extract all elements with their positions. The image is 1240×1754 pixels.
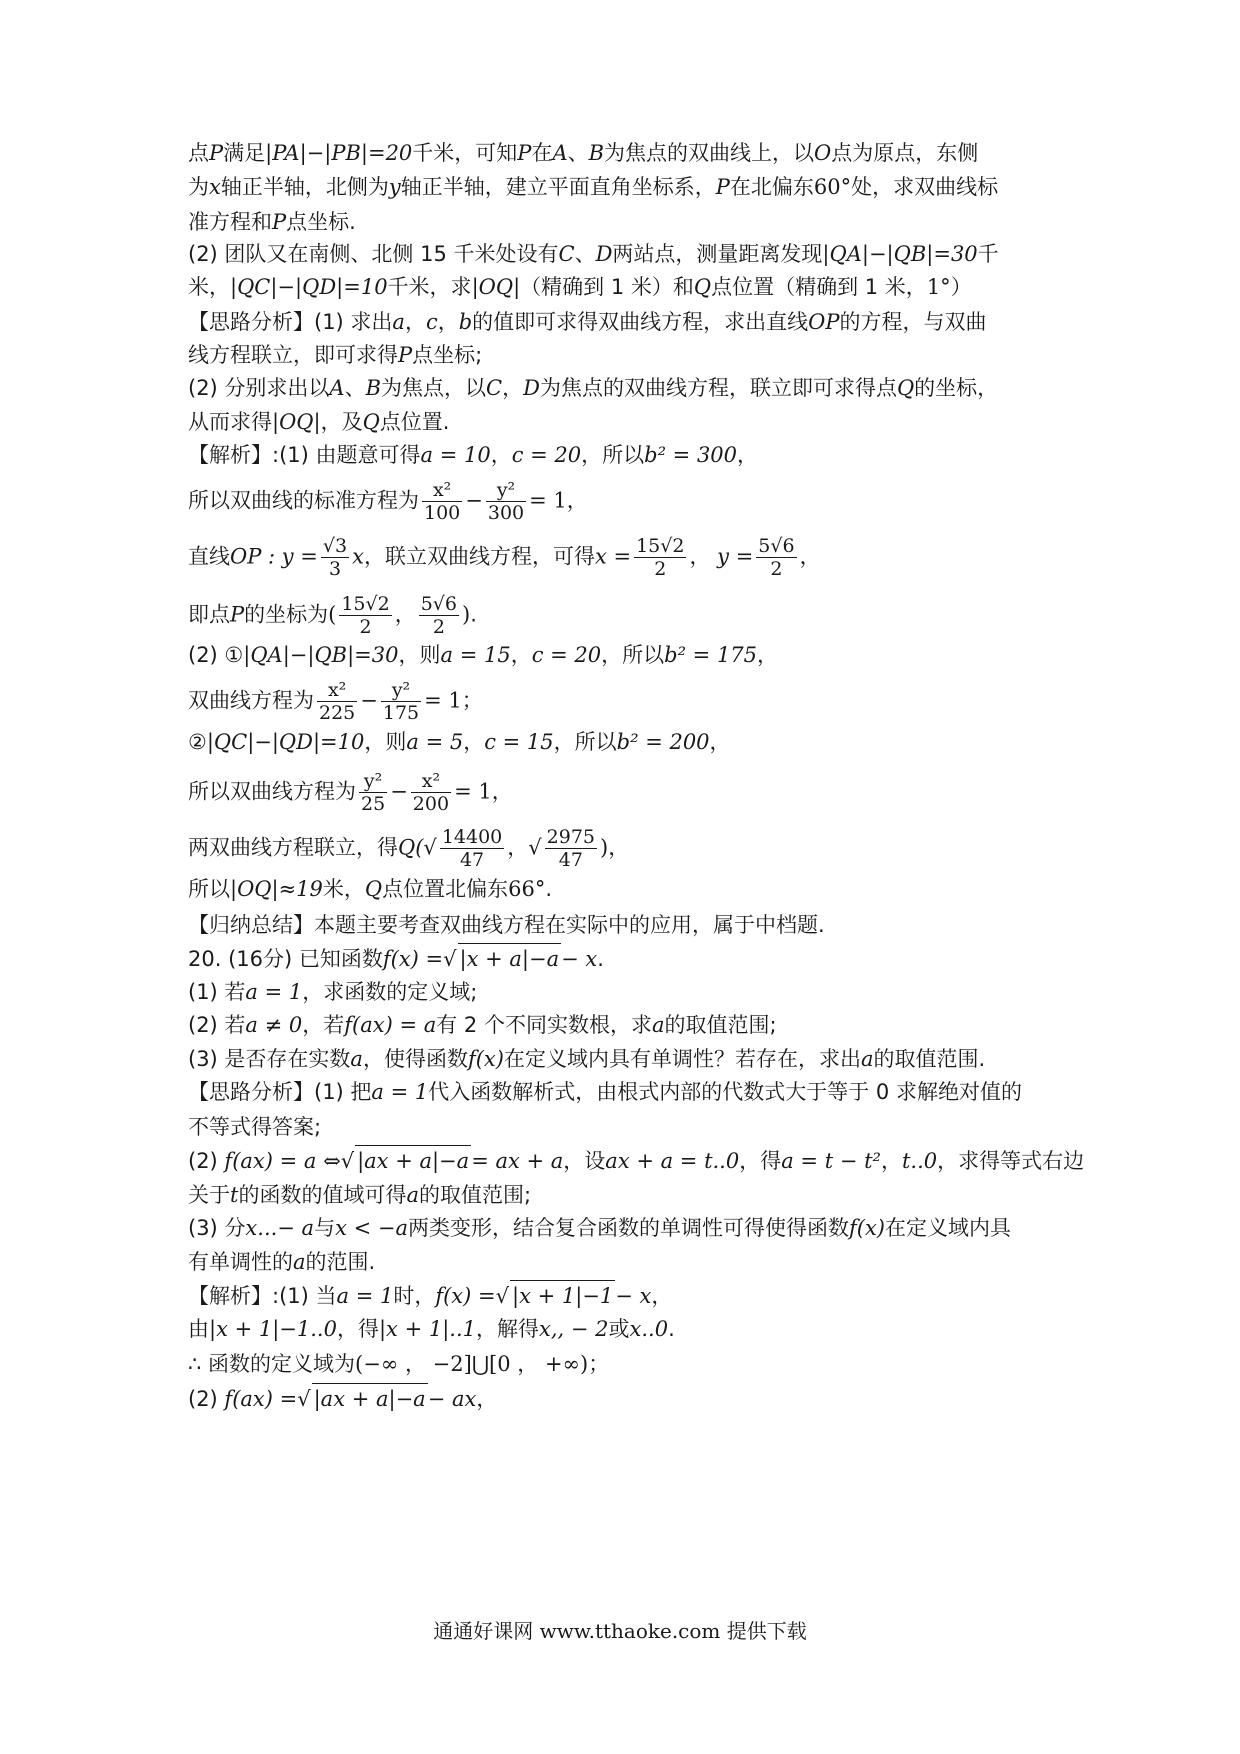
math-text: f(x) [467, 1047, 504, 1071]
math-text: O [814, 141, 832, 165]
math-text: = 1 [424, 688, 462, 713]
text-span: 千 [977, 242, 999, 266]
text-span: ，则 [398, 643, 441, 667]
math-text: a [293, 1250, 306, 1274]
text-line [188, 138, 1068, 168]
math-text: ) [600, 835, 609, 860]
math-text: |QC|−|QD|=10 [206, 730, 365, 754]
fraction [419, 593, 459, 638]
fraction-numerator: x² [422, 479, 462, 502]
text-span: ， [651, 1284, 673, 1308]
fraction [339, 593, 391, 638]
math-text: x...− a [245, 1216, 315, 1240]
math-text: t..0 [901, 1149, 938, 1173]
fraction [359, 770, 387, 815]
fraction-denominator: 2 [770, 558, 783, 580]
math-text: x,, − 2 [538, 1317, 609, 1341]
math-text: − ax [427, 1387, 477, 1411]
text-line [188, 1145, 1085, 1176]
math-text: f(x) = [382, 947, 444, 971]
text-span: 在定义域内具有单调性？若存在，求出 [503, 1047, 861, 1071]
text-span: 两双曲线方程联立，得 [188, 835, 398, 860]
fraction-numerator: 14400 [441, 826, 503, 848]
fraction [756, 535, 796, 580]
fraction-denominator: 47 [558, 849, 583, 871]
fraction [545, 826, 597, 871]
math-text: |QA|−|QB|=30 [243, 643, 399, 667]
math-text: t [230, 1183, 239, 1207]
text-span: ， [737, 443, 759, 467]
text-line [188, 1010, 1068, 1040]
math-text: |OQ| [272, 410, 321, 434]
text-line [188, 943, 1068, 974]
text-span: (2) [188, 1387, 225, 1411]
text-span: ，求函数的定义域; [302, 980, 478, 1004]
fraction-denominator: 2 [359, 616, 372, 638]
math-text: − x [615, 1284, 652, 1308]
text-line [188, 1213, 1068, 1243]
math-text: b² = 200 [616, 730, 710, 754]
math-text: Q( [398, 835, 424, 860]
text-span: ，若 [302, 1013, 345, 1037]
text-span: 所以 [188, 877, 230, 901]
page-footer: 通通好课网 www.tthaoke.com 提供下载 [433, 1619, 807, 1643]
fraction-numerator: 15√2 [341, 593, 390, 615]
text-span: ， [491, 779, 513, 804]
math-text: a = 5 [406, 730, 464, 754]
text-span: (2) ① [188, 643, 244, 667]
fraction-numerator: y² [359, 770, 387, 793]
text-span: ） [950, 275, 972, 299]
math-text: D [523, 376, 540, 400]
fraction [440, 826, 504, 871]
text-span: ，使得函数 [362, 1047, 468, 1071]
math-text: y [388, 175, 401, 199]
text-line [188, 535, 1068, 580]
text-span: ， [709, 730, 731, 754]
math-text: = 1 [454, 779, 492, 804]
text-span: ， [566, 488, 588, 513]
text-line [188, 479, 1068, 524]
text-span: ， [463, 730, 485, 754]
math-text: = 1 [529, 488, 567, 513]
text-span: ， [689, 544, 718, 569]
text-span: 在 [531, 141, 553, 165]
fraction-numerator: 15√2 [636, 535, 685, 557]
fraction-numerator: √3 [322, 535, 348, 557]
text-line [188, 440, 1068, 470]
text-span: 点位置. [379, 410, 450, 434]
text-span: 不等式得答案; [188, 1115, 322, 1139]
text-span: 、 [567, 141, 589, 165]
text-line [188, 1247, 1068, 1277]
text-span: 满足 [223, 141, 266, 165]
fraction [381, 679, 421, 724]
math-text: |x + 1|..1 [378, 1317, 476, 1341]
radicand: |ax + a|−a [355, 1145, 471, 1176]
text-span: 代入函数解析式，由根式内部的代数式大于等于 0 求解绝对值的 [428, 1080, 1022, 1104]
text-span: 的方程，与双曲 [839, 310, 987, 334]
fraction-denominator: 200 [412, 793, 450, 815]
math-text: ) [462, 602, 471, 627]
text-span: 所以双曲线的标准方程为 [188, 488, 419, 513]
text-span: ， [404, 310, 426, 334]
fraction-denominator: 2 [654, 558, 667, 580]
text-span: ， [437, 310, 459, 334]
text-line [188, 977, 1068, 1007]
text-span: 在北偏东 [729, 175, 814, 199]
math-text: P [272, 210, 287, 234]
math-text: b² = 175 [664, 643, 758, 667]
text-span: 点坐标. [286, 210, 356, 234]
text-span: 有单调性的 [188, 1250, 293, 1274]
math-text: = ax + a [471, 1149, 564, 1173]
fraction-denominator: 300 [487, 502, 525, 524]
text-span: 直线 [188, 544, 230, 569]
text-line [188, 826, 1068, 871]
math-text: Q [364, 877, 383, 901]
text-span: 米， [188, 275, 230, 299]
math-text: a = t − t² [781, 1149, 881, 1173]
text-span: ，所以 [601, 643, 665, 667]
text-span: 从而求得 [188, 410, 272, 434]
text-span: ； [588, 1352, 610, 1376]
text-span: . [597, 947, 604, 971]
math-text: P [715, 175, 730, 199]
text-span: 千米，可知 [412, 141, 518, 165]
text-span: 20. (16分) 已知函数 [188, 947, 383, 971]
math-text: a [651, 1013, 665, 1037]
fraction-numerator: x² [317, 679, 357, 702]
text-span: 为焦点的双曲线上，以 [604, 141, 815, 165]
text-span: (2) 团队又在南侧、北侧 15 千米处设有 [188, 242, 559, 266]
text-span: 轴正半轴，建立平面直角坐标系， [400, 175, 716, 199]
math-text: A [329, 376, 345, 400]
text-span: 点 [188, 141, 209, 165]
text-span: 的坐标， [914, 376, 999, 400]
text-span: 在定义域内具 [885, 1216, 1012, 1240]
fraction-denominator: 2 [432, 616, 445, 638]
fraction-numerator: y² [381, 679, 421, 702]
math-text: |QC|−|QD|=10 [230, 275, 388, 299]
text-line [188, 172, 1068, 202]
math-text: c = 15 [484, 730, 554, 754]
text-span: 处，求双曲线标 [851, 175, 999, 199]
text-line [188, 1314, 1068, 1344]
text-span: （精确到 1 米）和 [520, 275, 694, 299]
text-line [188, 1077, 1068, 1107]
text-span: ，得 [336, 1317, 379, 1341]
text-line [188, 640, 1068, 670]
text-span: 的取值范围. [873, 1047, 986, 1071]
text-span: 与 [314, 1216, 336, 1240]
text-line [188, 407, 1068, 437]
text-line [188, 770, 1068, 815]
text-span: 点位置（精确到 1 米， [711, 275, 927, 299]
text-span: 米， [322, 877, 365, 901]
math-text: f(ax) = [224, 1387, 298, 1411]
fraction-numerator: 5√6 [758, 535, 795, 557]
text-line [188, 593, 1068, 638]
math-text: |OQ|≈19 [230, 877, 323, 901]
math-text: |x + 1|−1..0 [209, 1317, 337, 1341]
math-text: P [230, 602, 245, 627]
text-span: 的函数的值域可得 [238, 1183, 407, 1207]
text-span: ， [880, 1149, 902, 1173]
math-text: Q [896, 376, 915, 400]
text-line [188, 1280, 1068, 1311]
text-span: 两站点，测量距离发现 [612, 242, 823, 266]
text-span: (3) 分 [188, 1216, 246, 1240]
math-text: c [425, 310, 438, 334]
math-text: D [595, 242, 613, 266]
math-text: f(x) = [435, 1284, 496, 1308]
math-text: B [365, 376, 382, 400]
text-line [188, 910, 1068, 940]
fraction-denominator: 225 [319, 702, 356, 724]
text-span: 千米，求 [387, 275, 472, 299]
fraction-denominator: 100 [424, 502, 461, 524]
math-text: ( [328, 602, 337, 627]
text-span: 点坐标; [412, 343, 483, 367]
text-span: . [668, 1317, 675, 1341]
text-span: ，所以 [581, 443, 645, 467]
text-span: 由 [188, 1317, 209, 1341]
math-text: a ≠ 0 [245, 1013, 303, 1037]
math-text: √ [340, 1149, 355, 1173]
text-span: 【解析】:(1) 由题意可得 [188, 443, 421, 467]
radicand: |ax + a|−a [312, 1383, 428, 1414]
text-span: ， [799, 544, 821, 569]
math-text: Q [362, 410, 380, 434]
text-span: 的取值范围; [418, 1183, 532, 1207]
math-text: a = 15 [440, 643, 511, 667]
text-span: . [545, 877, 553, 901]
fraction [486, 479, 526, 524]
math-text: a [392, 310, 405, 334]
text-span: ，所以 [553, 730, 617, 754]
text-span: 【思路分析】(1) 求出 [188, 310, 393, 334]
math-text: √ [297, 1387, 311, 1411]
math-text: a = 10 [420, 443, 491, 467]
math-text: 60° [813, 175, 852, 199]
fraction-numerator: x² [411, 770, 451, 793]
text-line [188, 239, 1068, 269]
text-span: 关于 [188, 1183, 230, 1207]
text-span: ② [188, 730, 207, 754]
fraction [411, 770, 451, 815]
text-span: ， [507, 835, 529, 860]
text-span: ，则 [364, 730, 407, 754]
text-span: ，解得 [475, 1317, 539, 1341]
math-text: a [406, 1183, 419, 1207]
radicand: |x + 1|−1 [510, 1280, 615, 1311]
text-line [188, 1044, 1068, 1074]
text-span: 的值即可求得双曲线方程，求出直线 [472, 310, 809, 334]
text-line [188, 874, 1068, 904]
text-line [188, 1349, 1068, 1379]
fraction-denominator: 175 [382, 702, 420, 724]
text-span: . [470, 602, 477, 627]
text-span: 为 [188, 175, 209, 199]
text-span: 点位置北偏东 [382, 877, 509, 901]
math-text: c = 20 [511, 443, 582, 467]
math-text: a = 1 [371, 1080, 429, 1104]
text-span: ，联立双曲线方程，可得 [363, 544, 595, 569]
fraction-denominator: 47 [459, 849, 485, 871]
text-line [188, 373, 1068, 403]
text-span: ， [502, 376, 524, 400]
math-text: f(x) [849, 1216, 886, 1240]
text-span: (1) 若 [188, 980, 246, 1004]
text-span: 为焦点的双曲线方程，联立即可求得点 [539, 376, 897, 400]
math-text: √ [423, 835, 437, 860]
math-text: x [209, 175, 221, 199]
fraction-numerator: 5√6 [420, 593, 458, 615]
fraction-denominator: 25 [361, 793, 386, 815]
math-text: − [360, 688, 378, 713]
text-span: 即点 [188, 602, 230, 627]
text-span: 的坐标为 [244, 602, 329, 627]
fraction [422, 479, 462, 524]
math-text: P [209, 141, 224, 165]
math-text: √ [443, 947, 457, 971]
text-span: 或 [608, 1317, 630, 1341]
text-span: 准方程和 [188, 210, 272, 234]
math-text: |OQ| [471, 275, 521, 299]
text-span: 轴正半轴，北侧为 [220, 175, 389, 199]
math-text: − x [561, 947, 598, 971]
math-text: f(ax) = a [344, 1013, 437, 1037]
math-text: a = 1 [245, 980, 303, 1004]
math-text: B [588, 141, 605, 165]
text-span: 的取值范围; [664, 1013, 777, 1037]
text-span: (2) 分别求出以 [188, 376, 330, 400]
math-text: A [552, 141, 568, 165]
text-line [188, 1383, 1068, 1414]
text-span: ， [757, 643, 779, 667]
math-text: √ [495, 1284, 509, 1308]
text-span: ， [490, 443, 512, 467]
math-text: 66° [508, 877, 546, 901]
text-line [188, 1180, 1068, 1210]
text-span: ； [461, 688, 483, 713]
math-text: a [860, 1047, 874, 1071]
fraction-numerator: 2975 [546, 826, 596, 848]
text-span: 有 2 个不同实数根，求 [436, 1013, 652, 1037]
math-text: b² = 300 [644, 443, 738, 467]
text-span: 点为原点，东侧 [831, 141, 979, 165]
text-span: 为焦点，以 [381, 376, 487, 400]
fraction [317, 679, 357, 724]
text-span: 的范围. [305, 1250, 376, 1274]
text-line [188, 207, 1068, 237]
math-text: Q [693, 275, 712, 299]
text-span: (2) [188, 1149, 225, 1173]
text-span: ， [510, 643, 532, 667]
math-text: |QA|−|QB|=30 [822, 242, 978, 266]
math-text: b [458, 310, 473, 334]
math-text: c = 20 [531, 643, 602, 667]
math-text: y = [717, 544, 754, 569]
math-text: a [350, 1047, 363, 1071]
math-text: √ [528, 835, 542, 860]
text-span: (2) 若 [188, 1013, 246, 1037]
math-text: x < −a [335, 1216, 408, 1240]
text-span: 【解析】:(1) 当 [188, 1284, 337, 1308]
fraction-numerator: y² [486, 479, 526, 502]
text-span: ， [394, 602, 416, 627]
text-span: ∴ 函数的定义域为 [188, 1352, 356, 1376]
math-text: C [558, 242, 575, 266]
text-span: ， [476, 1387, 498, 1411]
text-span: ， [608, 835, 630, 860]
text-line [188, 727, 1068, 757]
text-span: 、 [574, 242, 596, 266]
math-text: C [486, 376, 503, 400]
radicand: |x + a|−a [458, 943, 562, 974]
text-line [188, 307, 1068, 337]
text-line [188, 272, 1068, 302]
text-span: ，设 [563, 1149, 606, 1173]
math-text: − [465, 488, 483, 513]
text-line [188, 679, 1068, 724]
math-text: f(ax) = a ⇔ [224, 1149, 341, 1173]
text-span: 双曲线方程为 [188, 688, 314, 713]
math-text: 1° [926, 275, 951, 299]
text-span: ，求得等式右边 [937, 1149, 1085, 1173]
math-text: |PA|−|PB|=20 [265, 141, 413, 165]
math-text: − [390, 779, 408, 804]
math-text: P [398, 343, 413, 367]
text-line [188, 1112, 1068, 1142]
fraction-denominator: 3 [328, 558, 342, 580]
math-text: OP : y = [230, 544, 318, 569]
text-line [188, 340, 1068, 370]
math-text: ax + a = t..0 [605, 1149, 740, 1173]
math-text: (−∞ ， −2]⋃[0 ， +∞) [355, 1352, 589, 1376]
text-span: 线方程联立，即可求得 [188, 343, 398, 367]
math-text: OP [808, 310, 840, 334]
math-text: a = 1 [336, 1284, 394, 1308]
text-span: (3) 是否存在实数 [188, 1047, 351, 1071]
text-span: 时， [393, 1284, 436, 1308]
text-span: ，及 [320, 410, 363, 434]
math-text: x = [594, 544, 632, 569]
text-span: 两类变形，结合复合函数的单调性可得使得函数 [408, 1216, 849, 1240]
text-span: 所以双曲线方程为 [188, 779, 356, 804]
text-span: 【归纳总结】本题主要考查双曲线方程在实际中的应用，属于中档题. [188, 913, 825, 937]
math-text: P [517, 141, 532, 165]
fraction [634, 535, 686, 580]
text-span: 【思路分析】(1) 把 [188, 1080, 372, 1104]
math-text: x [352, 544, 364, 569]
fraction [321, 535, 349, 580]
text-span: ，得 [739, 1149, 782, 1173]
math-text: x..0 [629, 1317, 669, 1341]
text-span: 、 [344, 376, 366, 400]
